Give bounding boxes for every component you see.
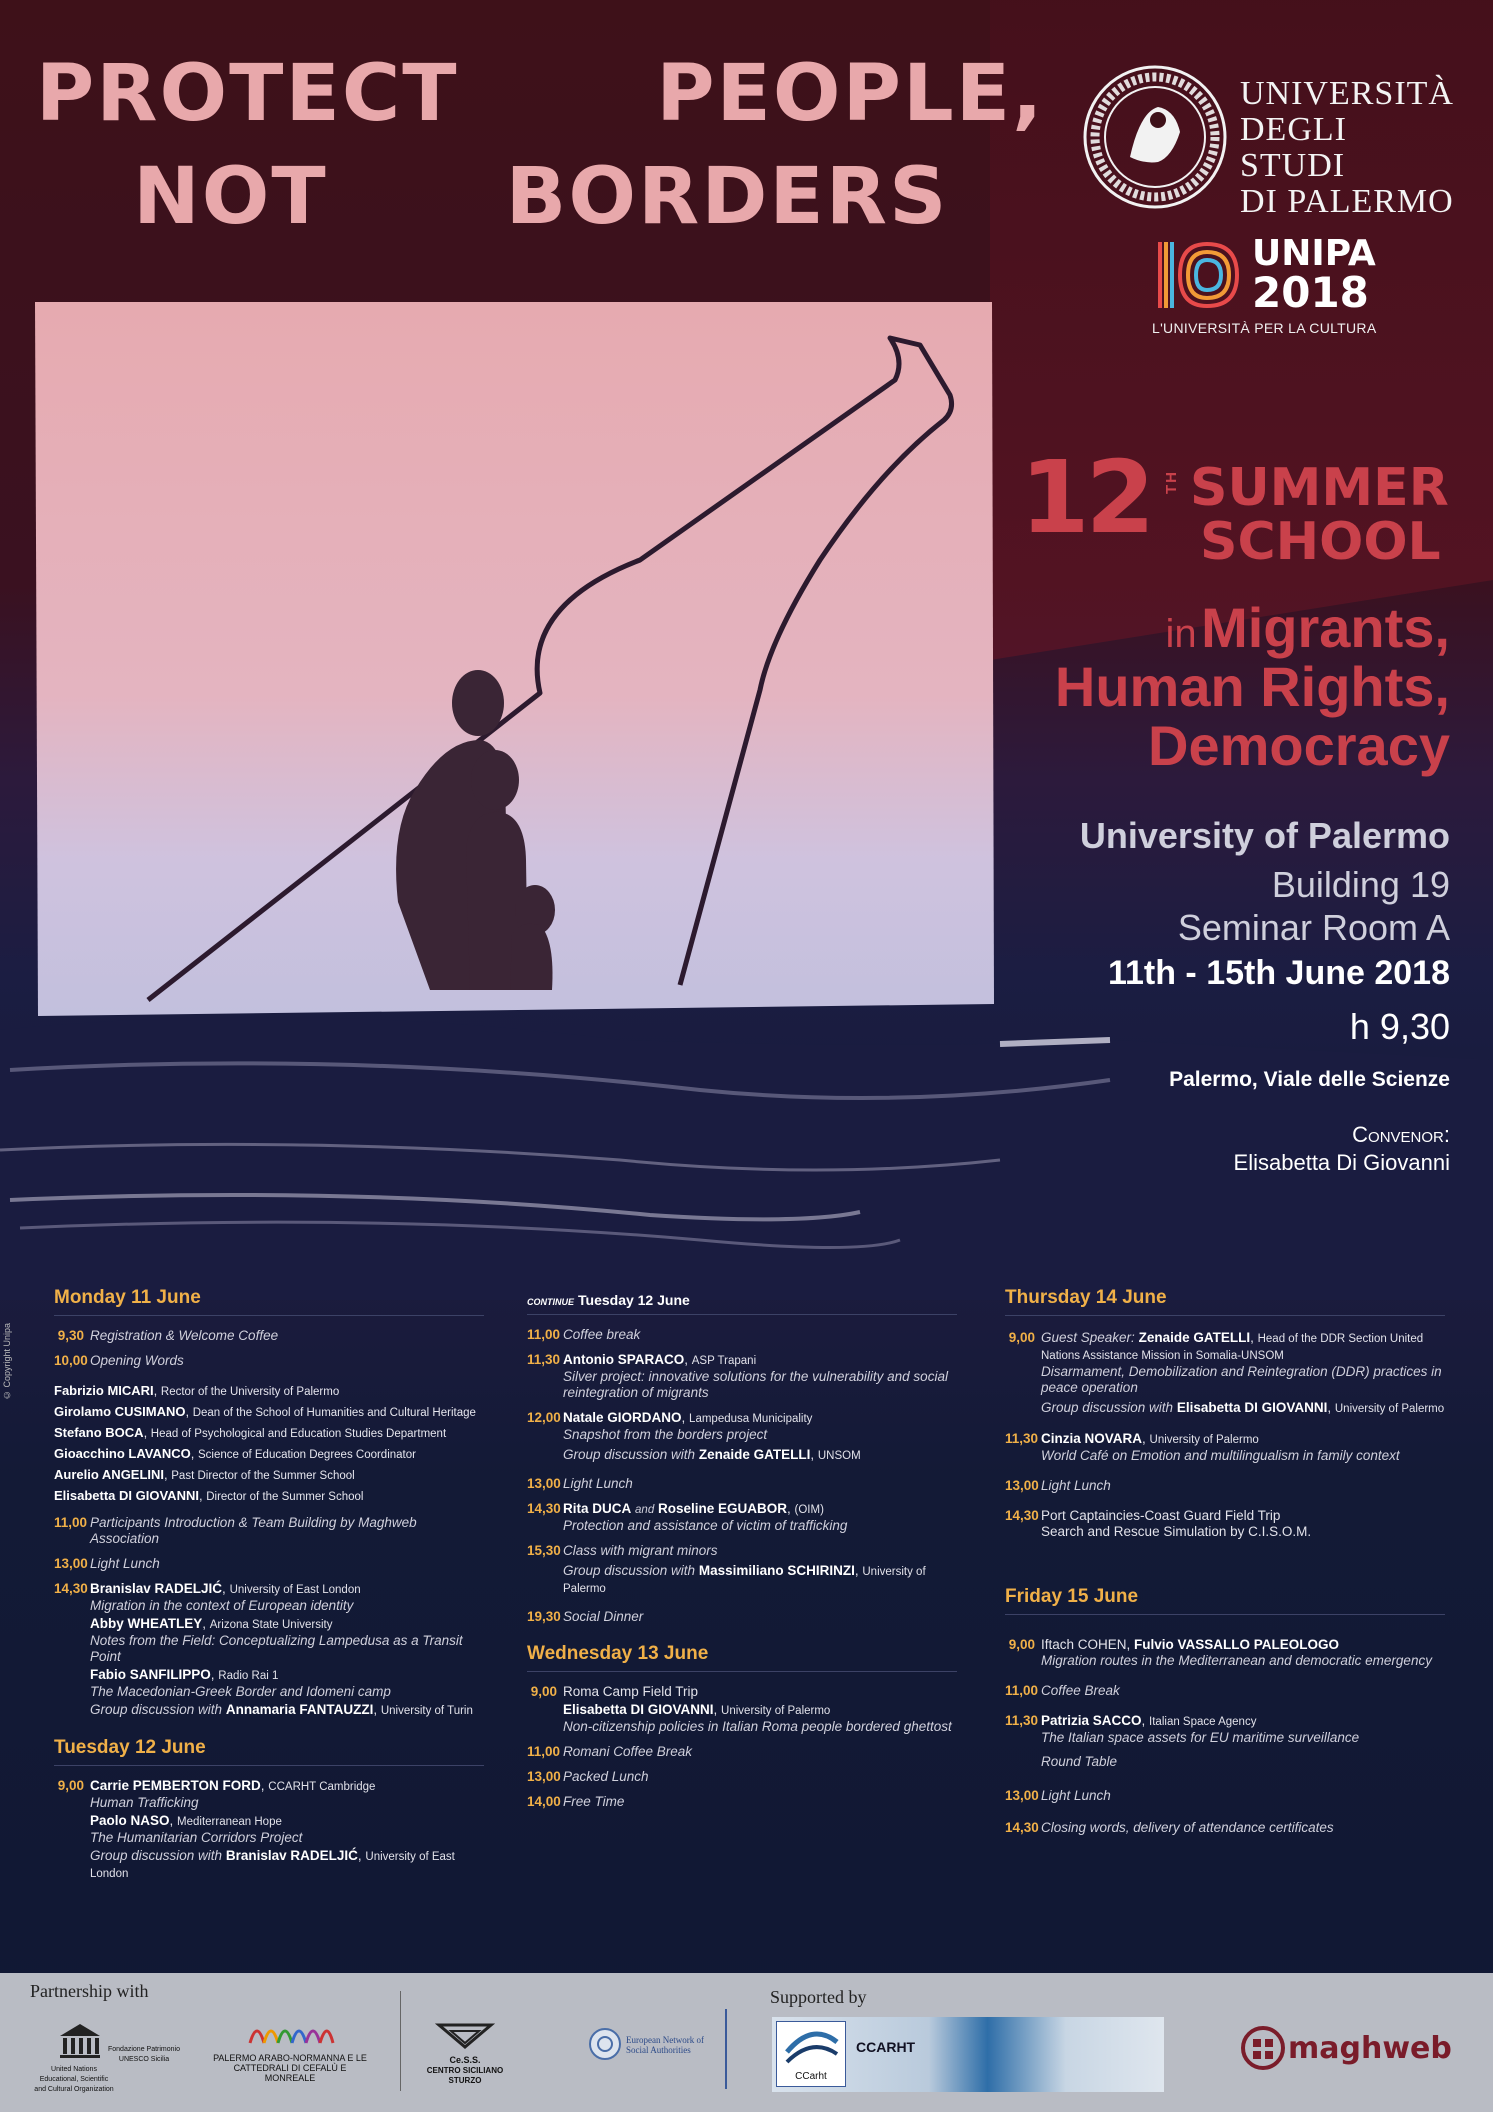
program-item: Paolo NASO, Mediterranean Hope The Humanitarian Corridors Project (90, 1813, 303, 1845)
event-address: Palermo, Viale delle Scienze (1169, 1068, 1450, 1091)
program-item: Group discussion with Elisabetta DI GIOVANNI, University of Palermo (1041, 1400, 1445, 1415)
program-item: Abby WHEATLEY, Arizona State University Notes from the Field: Conceptualizing Lampedusa as a Transit Point (90, 1616, 463, 1664)
unipa-2018-logo (1152, 236, 1244, 319)
arabo-normanna-label: PALERMO ARABO-NORMANNA E LE CATTEDRALI DI CEFALÙ E MONREALE (213, 2053, 367, 2083)
footer-divider (400, 1991, 401, 2091)
program-item: 9,00 Guest Speaker: Zenaide GATELLI, Head of the DDR Section United Nations Assistance Mission in Somalia-UNSOM Disarmament, Demobilization and Reintegration (DDR) practices in peace operation (1008, 1330, 1442, 1395)
program-item: 9,00 Carrie PEMBERTON FORD, CCARHT Cambridge Human Trafficking (57, 1778, 376, 1810)
program-item: 11,00 Coffee Break (1005, 1683, 1120, 1698)
copyright-note: © Copyright Unipa (2, 1322, 12, 1400)
ccarht-label: CCARHT (856, 2039, 916, 2055)
venue-building: Building 19 (1271, 864, 1450, 905)
program-item: 9,30 Registration & Welcome Coffee (57, 1328, 279, 1343)
university-line-3: DI PALERMO (1240, 183, 1454, 220)
ensa-label: European Network of Social Authorities (626, 2035, 704, 2055)
convenor-name: Elisabetta Di Giovanni (1233, 1150, 1450, 1175)
program-item: Group discussion with Massimiliano SCHIRINZI, University of Palermo (563, 1563, 926, 1595)
convenor-label: Convenor: (1352, 1122, 1450, 1147)
program-item: 11,30 Patrizia SACCO, Italian Space Agency The Italian space assets for EU maritime surveillance (1005, 1713, 1360, 1745)
day-heading-monday: Monday 11 June (54, 1287, 484, 1316)
program-column-3 (1005, 1287, 1445, 1845)
program-item: 13,00 Light Lunch (1005, 1478, 1111, 1493)
title-migrants: Migrants, (1201, 596, 1450, 659)
maghweb-icon (1240, 2025, 1286, 2076)
program-item: 14,30 Port Captaincies-Coast Guard Field Trip Search and Rescue Simulation by C.I.S.O.M. (1005, 1508, 1312, 1539)
cess-icon (435, 2021, 495, 2056)
program-item: 14,30 Branislav RADELJIĆ, University of East London Migration in the context of European identity (54, 1581, 361, 1613)
university-line-1: UNIVERSITÀ (1240, 75, 1454, 112)
program-item: 14,00 Free Time (527, 1794, 625, 1809)
university-line-2: DEGLI STUDI (1240, 111, 1347, 184)
program-item: 14,30 Rita DUCA and Roseline EGUABOR, (OIM) Protection and assistance of victim of trafficking (527, 1501, 848, 1533)
university-seal-icon (1080, 62, 1230, 217)
program-item: 19,30 Social Dinner (527, 1609, 644, 1624)
day-heading-wednesday: Wednesday 13 June (527, 1643, 957, 1672)
day-heading-thursday: Thursday 14 June (1005, 1287, 1445, 1316)
program-item: 15,30 Class with migrant minors (527, 1543, 718, 1558)
title-democracy: Democracy (1148, 714, 1450, 777)
school-label: SCHOOL (1200, 512, 1441, 572)
program-item: 13,00 Packed Lunch (527, 1769, 649, 1784)
venue-room: Seminar Room A (1177, 907, 1450, 948)
unipa-rainbow-icon (1152, 236, 1244, 314)
program-item: 11,00 Romani Coffee Break (527, 1744, 693, 1759)
venue-university: University of Palermo (1079, 815, 1450, 856)
footer-divider (725, 2009, 727, 2089)
title-human-rights: Human Rights, (1054, 655, 1450, 718)
slogan-people: PEOPLE, (656, 49, 1045, 139)
event-time: h 9,30 (1349, 1006, 1450, 1047)
edition-ordinal: TH (1163, 470, 1180, 494)
program-item: 12,00 Natale GIORDANO, Lampedusa Municipality Snapshot from the borders project (527, 1410, 813, 1442)
program-item: Round Table (1041, 1754, 1118, 1769)
program-item: 13,00 Light Lunch (527, 1476, 633, 1491)
cess-label: CENTRO SICILIANO STURZO (426, 2066, 504, 2085)
cess-short-label: Ce.S.S. (449, 2055, 481, 2065)
program-item: 11,30 Cinzia NOVARA, University of Palermo World Café on Emotion and multilingualism in family context (1005, 1431, 1400, 1463)
program-item: Group discussion with Branislav RADELJIĆ, University of East London (90, 1848, 455, 1880)
program-item: Fabio SANFILIPPO, Radio Rai 1 The Macedonian-Greek Border and Idomeni camp (90, 1667, 391, 1699)
program-item: 9,00 Roma Camp Field Trip (530, 1684, 699, 1699)
unipa-year: 2018 (1252, 268, 1369, 317)
slogan-borders: BORDERS (505, 152, 949, 242)
program-item: 9,00 Iftach COHEN, Fulvio VASSALLO PALEOLOGO Migration routes in the Mediterranean and democratic emergency (1008, 1637, 1432, 1668)
slogan-not: NOT (133, 152, 328, 242)
ensa-icon (588, 2027, 622, 2066)
program-item: 11,00 Coffee break (527, 1327, 641, 1342)
partners-footer (0, 1973, 1493, 2112)
program-item: 13,00 Light Lunch (1005, 1788, 1111, 1803)
arabo-normanna-icon (245, 2013, 335, 2052)
program-item: Group discussion with Zenaide GATELLI, UNSOM (563, 1447, 861, 1462)
partnership-label: Partnership with (30, 1981, 149, 2001)
program-column-1 (54, 1287, 484, 1891)
fondazione-label: Fondazione Patrimonio UNESCO Sicilia (108, 2046, 180, 2063)
program-item: 14,30 Closing words, delivery of attendance certificates (1005, 1820, 1334, 1835)
title-in: in (1165, 612, 1197, 656)
unipa-tagline: L'UNIVERSITÀ PER LA CULTURA (1152, 320, 1377, 336)
university-name (1240, 76, 1460, 220)
program-item: 10,00 Opening Words (54, 1353, 184, 1368)
day-heading-tuesday: Tuesday 12 June (54, 1737, 484, 1766)
program-column-2 (527, 1287, 957, 1819)
supported-label: Supported by (770, 1987, 867, 2007)
program-item: 13,00 Light Lunch (54, 1556, 160, 1571)
unesco-label: United Nations Educational, Scientific and Cultural Organization (34, 2066, 114, 2093)
unipa-brand: UNIPA (1252, 233, 1376, 274)
day-heading-tuesday-continued: CONTINUE Tuesday 12 June (527, 1287, 957, 1315)
edition-number: 12 (1020, 439, 1152, 556)
day-heading-friday: Friday 15 June (1005, 1586, 1445, 1615)
event-dates: 11th - 15th June 2018 (1107, 954, 1450, 992)
summer-label: SUMMER (1190, 458, 1449, 518)
ccarht-banner (772, 2017, 1164, 2092)
maghweb-label: maghweb (1288, 2031, 1452, 2066)
opening-speakers: Fabrizio MICARI, Rector of the University of Palermo Girolamo CUSIMANO, Dean of the School of Humanities and Cultural Heritage Stefano BOCA, Head of Psychological and Education Studies Department Gioacchino LAVANCO, Science of Education Degrees Coordinator Aurelio ANGELINI, Past Director of the Summer School Elisabetta DI GIOVANNI, Director of the Summer School (54, 1383, 476, 1503)
unesco-icon (55, 2021, 105, 2066)
program-item: 11,00 Participants Introduction & Team Building by Maghweb Association (54, 1515, 417, 1546)
program-item: 11,30 Antonio SPARACO, ASP Trapani Silver project: innovative solutions for the vulnerability and social reintegration of migrants (527, 1352, 948, 1400)
program-item: Elisabetta DI GIOVANNI, University of Palermo Non-citizenship policies in Italian Roma people bordered ghettost (563, 1702, 952, 1734)
slogan-protect: PROTECT (35, 49, 459, 139)
ccarht-logo-icon: CCarht (776, 2021, 846, 2087)
program-item: Group discussion with Annamaria FANTAUZZI, University of Turin (90, 1702, 473, 1717)
